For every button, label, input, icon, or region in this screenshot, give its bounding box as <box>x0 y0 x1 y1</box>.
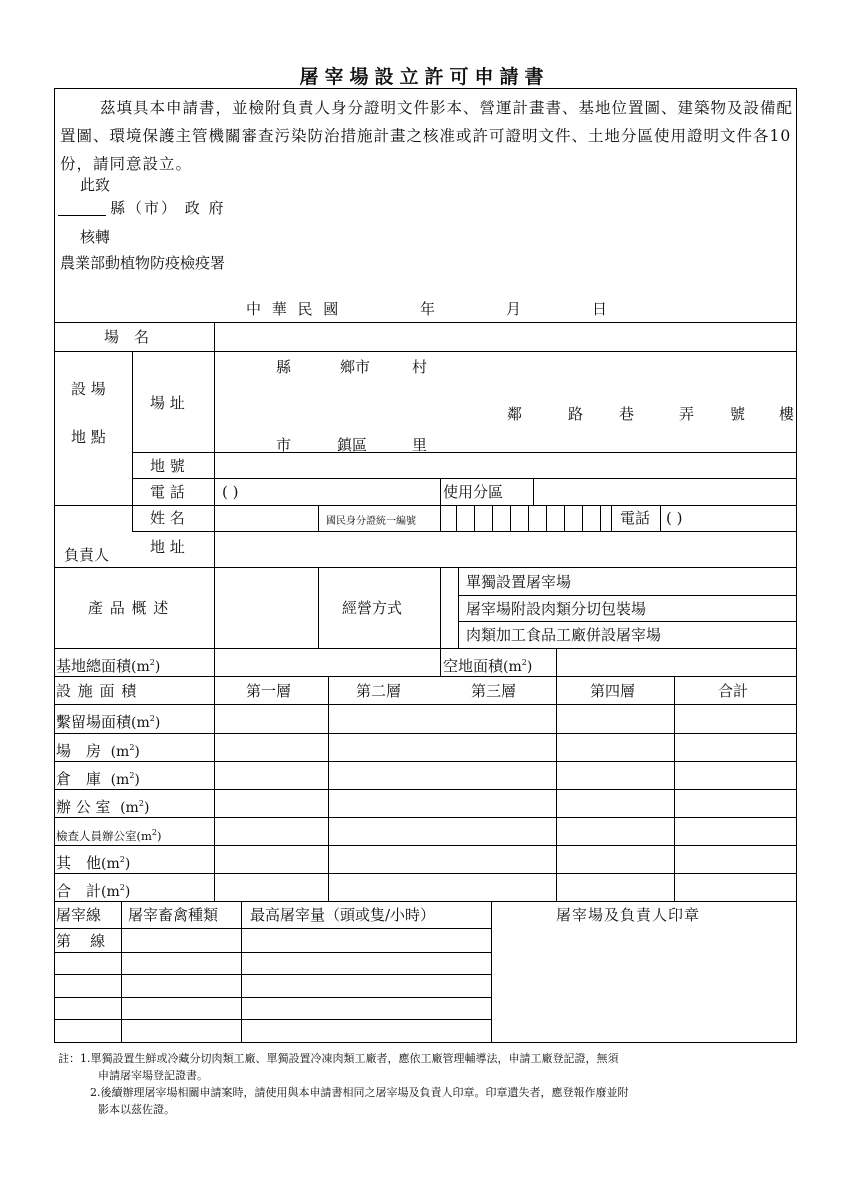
intro-paragraph: 茲填具本申請書，並檢附負責人身分證明文件影本、營運計畫書、基地位置圖、建築物及設備配置圖、環境保護主管機關審查污染防治措施計畫之核准或許可證明文件、土地分區使用證明文件各10份，請同意設立。 <box>60 99 794 173</box>
unit-open: (m <box>120 800 139 816</box>
species-label: 屠宰畜禽種類 <box>128 906 219 924</box>
address-neighborhood: 鄰 <box>507 405 523 423</box>
area-row-label: 辦 公 室 <box>56 798 111 816</box>
address-road: 路 <box>568 405 584 423</box>
operation-label: 經營方式 <box>342 599 403 617</box>
address-village: 村 <box>412 358 428 376</box>
area-row-label: 檢查人員辦公室 <box>56 828 137 843</box>
id-number-label: 國民身分證統一編號 <box>326 516 416 527</box>
open-area-label <box>443 654 532 676</box>
unit-sup: 2 <box>151 828 157 837</box>
area-row-label: 合 計 <box>56 882 102 900</box>
address-town: 鎮區 <box>337 436 368 454</box>
notes-section <box>58 1050 798 1118</box>
unit-open: (m <box>110 744 130 760</box>
line-label: 屠宰線 <box>56 906 102 924</box>
unit-open: (m <box>101 884 120 900</box>
date-year: 年 <box>420 300 436 318</box>
open-area-text: 空地面積 <box>443 657 504 675</box>
unit-close: ) <box>526 659 533 675</box>
area-row-office <box>56 795 149 817</box>
product-label: 產 品 概 述 <box>88 599 170 617</box>
unit-open: (m <box>131 659 150 675</box>
site-area-text: 基地總面積 <box>56 657 132 675</box>
note-1-line-1: 1.單獨設置生鮮或冷藏分切肉類工廠、單獨設置冷凍肉類工廠者，應依工廠管理輔導法，申請工廠登記證，無須 <box>80 1052 619 1065</box>
site-area-label <box>56 654 160 676</box>
note-2-line-2: 影本以茲佐證。 <box>98 1103 175 1116</box>
unit-close: ) <box>124 856 131 872</box>
area-row-label: 場 房 <box>56 742 102 760</box>
notes-label: 註： <box>58 1052 80 1065</box>
area-row-slaughterhouse <box>56 739 140 761</box>
unit-close: ) <box>124 884 131 900</box>
unit-sup: 2 <box>129 743 135 752</box>
area-row-label: 倉 庫 <box>56 770 102 788</box>
name-label: 場 名 <box>104 328 150 346</box>
address-li: 里 <box>412 436 428 454</box>
floor-header-1: 第一層 <box>246 682 292 700</box>
floor-header-total: 合計 <box>718 682 749 700</box>
lot-label: 地 號 <box>150 457 185 475</box>
salutation: 此致 <box>80 176 111 194</box>
address-label: 場 址 <box>150 394 185 412</box>
line-suffix: 線 <box>90 932 106 950</box>
area-row-inspector-office <box>56 824 162 845</box>
capacity-label: 最高屠宰量（頭或隻/小時） <box>250 906 436 924</box>
note-2-line-1: 2.後續辦理屠宰場相關申請案時，請使用與本申請書相同之屠宰場及負責人印章。印章遺失者，應登報作廢並附 <box>90 1086 629 1099</box>
forward-line: 核轉 <box>80 228 111 246</box>
unit-close: ) <box>157 828 162 843</box>
note-1 <box>58 1050 798 1067</box>
unit-sup: 2 <box>149 658 155 667</box>
address-floor: 樓 <box>779 405 795 423</box>
unit-close: ) <box>154 659 161 675</box>
address-city: 市 <box>276 436 292 454</box>
form-title: 屠宰場設立許可申請書 <box>299 66 550 88</box>
unit-sup: 2 <box>138 799 144 808</box>
unit-sup: 2 <box>521 658 527 667</box>
unit-sup: 2 <box>119 855 125 864</box>
line-number-cell <box>56 932 105 950</box>
date-label: 中 華 民 國 <box>246 300 342 318</box>
county-government: 縣（市） 政 府 <box>110 199 226 217</box>
location-label-1: 設 場 <box>71 380 106 398</box>
operation-option-2: 屠宰場附設肉類分切包裝場 <box>466 600 647 618</box>
operation-option-1: 單獨設置屠宰場 <box>466 573 572 591</box>
zoning-label: 使用分區 <box>443 483 504 501</box>
area-row-total <box>56 879 130 901</box>
unit-open: (m <box>131 715 150 731</box>
unit-open: (m <box>101 856 120 872</box>
seal-label: 屠宰場及負責人印章 <box>556 906 701 924</box>
facility-area-label: 設 施 面 積 <box>56 682 138 700</box>
agency-name: 農業部動植物防疫檢疫署 <box>60 254 226 272</box>
address-lane: 巷 <box>619 405 635 423</box>
owner-phone-area: ( ) <box>666 509 683 527</box>
owner-name-label: 姓 名 <box>150 509 185 527</box>
county-blank-line <box>58 215 106 216</box>
address-number: 號 <box>730 405 746 423</box>
owner-label: 負責人 <box>64 546 110 564</box>
address-alley: 弄 <box>679 405 695 423</box>
owner-address-label: 地 址 <box>150 538 185 556</box>
unit-close: ) <box>143 800 150 816</box>
area-row-label: 其 他 <box>56 854 102 872</box>
form-frame <box>54 88 797 1043</box>
floor-header-4: 第四層 <box>590 682 636 700</box>
floor-header-3: 第三層 <box>471 682 517 700</box>
unit-close: ) <box>134 772 140 788</box>
area-row-holding <box>56 710 160 732</box>
date-month: 月 <box>506 300 522 318</box>
address-township: 鄉市 <box>340 358 371 376</box>
line-prefix: 第 <box>56 932 72 950</box>
location-label-2: 地 點 <box>71 428 106 446</box>
unit-open: (m <box>110 772 130 788</box>
floor-header-2: 第二層 <box>356 682 402 700</box>
note-1-line-2: 申請屠宰場登記證書。 <box>98 1069 208 1082</box>
phone-area-code: ( ) <box>222 483 239 501</box>
unit-open: (m <box>503 659 522 675</box>
unit-sup: 2 <box>119 883 125 892</box>
unit-close: ) <box>154 715 161 731</box>
unit-close: ) <box>134 744 140 760</box>
address-county: 縣 <box>276 358 292 376</box>
unit-sup: 2 <box>129 771 135 780</box>
operation-option-3: 肉類加工食品工廠併設屠宰場 <box>466 626 662 644</box>
phone-label: 電 話 <box>150 483 185 501</box>
unit-sup: 2 <box>149 714 155 723</box>
owner-phone-label: 電話 <box>620 509 651 527</box>
date-day: 日 <box>592 300 608 318</box>
unit-open: (m <box>136 828 152 843</box>
area-row-warehouse <box>56 767 140 789</box>
area-row-label: 繫留場面積 <box>56 713 132 731</box>
area-row-other <box>56 851 130 873</box>
